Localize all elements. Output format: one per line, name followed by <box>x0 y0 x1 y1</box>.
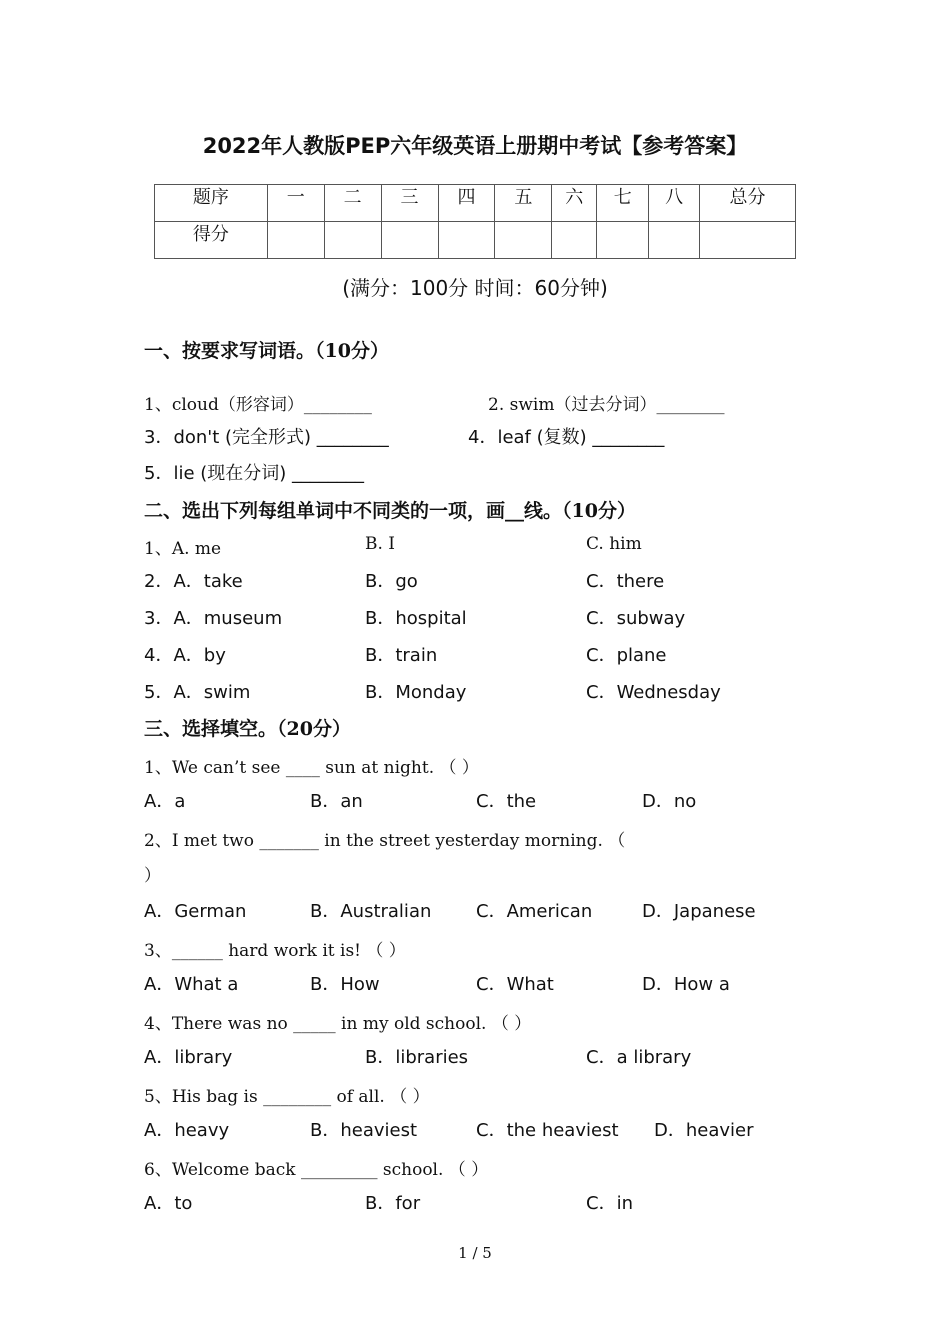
section3-option: C．a library <box>586 1047 692 1068</box>
section3-question: 1、We can’t see ____ sun at night. （ ） <box>144 758 479 778</box>
section3-question: 6、Welcome back _________ school. （ ） <box>144 1160 489 1180</box>
section2-option: B．train <box>365 645 438 666</box>
section2-option: C．plane <box>586 645 667 666</box>
section1-heading: 一、按要求写词语。（10分） <box>144 340 389 362</box>
section2-option: B．Monday <box>365 682 467 703</box>
section3-option: B．Australian <box>310 901 432 922</box>
score-cell <box>649 222 700 259</box>
score-table-header-cell: 四 <box>438 185 495 222</box>
score-table-header-cell: 二 <box>324 185 381 222</box>
section2-option: 2．A．take <box>144 571 243 592</box>
section3-option: A．to <box>144 1193 193 1214</box>
section3-option: B．heaviest <box>310 1120 418 1141</box>
section2-option: B．go <box>365 571 418 592</box>
section3-question: 5、His bag is ________ of all. （ ） <box>144 1087 430 1107</box>
section3-option: C．in <box>586 1193 633 1214</box>
score-table-header-cell: 题序 <box>155 185 268 222</box>
section3-option: D．How a <box>642 974 730 995</box>
score-cell <box>381 222 438 259</box>
score-table-header-cell: 三 <box>381 185 438 222</box>
section1-item: 2. swim（过去分词）________ <box>488 395 725 415</box>
score-cell <box>552 222 597 259</box>
section1-item: 1、cloud（形容词）________ <box>144 395 372 415</box>
section3-option: A．German <box>144 901 247 922</box>
section3-heading: 三、选择填空。（20分） <box>144 718 351 740</box>
section3-option: C．American <box>476 901 593 922</box>
score-table-header-cell: 五 <box>495 185 552 222</box>
score-table <box>154 184 796 259</box>
score-cell <box>700 222 796 259</box>
section3-option: B．an <box>310 791 363 812</box>
section2-option: 4．A．by <box>144 645 226 666</box>
section3-option: B．How <box>310 974 380 995</box>
section3-option: A．library <box>144 1047 233 1068</box>
score-table-header-cell: 八 <box>649 185 700 222</box>
section2-option: 3．A．museum <box>144 608 283 629</box>
section3-option: D．Japanese <box>642 901 756 922</box>
page-title: 2022年人教版PEP六年级英语上册期中考试【参考答案】 <box>202 134 748 158</box>
score-cell <box>324 222 381 259</box>
section2-option: C．subway <box>586 608 686 629</box>
score-table-score-row <box>155 222 796 259</box>
section3-option: C．What <box>476 974 554 995</box>
section2-option: C．Wednesday <box>586 682 721 703</box>
score-cell <box>495 222 552 259</box>
score-table-header-cell: 总分 <box>700 185 796 222</box>
section2-heading: 二、选出下列每组单词中不同类的一项，画__线。（10分） <box>144 500 636 522</box>
section3-option: A．What a <box>144 974 239 995</box>
score-table-header-cell: 一 <box>267 185 324 222</box>
score-table-header-cell: 六 <box>552 185 597 222</box>
section3-option: B．libraries <box>365 1047 469 1068</box>
section3-question: 3、______ hard work it is! （ ） <box>144 941 406 961</box>
section3-option: B．for <box>365 1193 421 1214</box>
section2-option: 5．A．swim <box>144 682 251 703</box>
section3-question: 2、I met two _______ in the street yesterday morning. （ <box>144 831 626 851</box>
section2-option: C. him <box>586 534 642 554</box>
section1-item: 5．lie (现在分词) ________ <box>144 463 365 484</box>
full-score-time: (满分：100分 时间：60分钟) <box>342 276 608 300</box>
section2-option: C．there <box>586 571 665 592</box>
score-table-row-label: 得分 <box>155 222 268 259</box>
section1-item: 4．leaf (复数) ________ <box>468 427 665 448</box>
section2-option: 1、A. me <box>144 539 222 559</box>
score-cell <box>597 222 649 259</box>
section3-question: 4、There was no _____ in my old school. （ ） <box>144 1014 532 1034</box>
section3-option: D．heavier <box>654 1120 754 1141</box>
section3-question-cont: ） <box>144 866 161 886</box>
page-number: 1 / 5 <box>458 1244 492 1262</box>
section2-option: B．hospital <box>365 608 467 629</box>
section1-item: 3．don't (完全形式) ________ <box>144 427 389 448</box>
section3-option: D．no <box>642 791 697 812</box>
score-table-header-row <box>155 185 796 222</box>
section3-option: C．the <box>476 791 537 812</box>
section3-option: A．heavy <box>144 1120 230 1141</box>
section3-option: A．a <box>144 791 186 812</box>
section2-option: B. I <box>365 534 396 554</box>
score-cell <box>438 222 495 259</box>
score-table-header-cell: 七 <box>597 185 649 222</box>
score-cell <box>267 222 324 259</box>
section3-option: C．the heaviest <box>476 1120 619 1141</box>
